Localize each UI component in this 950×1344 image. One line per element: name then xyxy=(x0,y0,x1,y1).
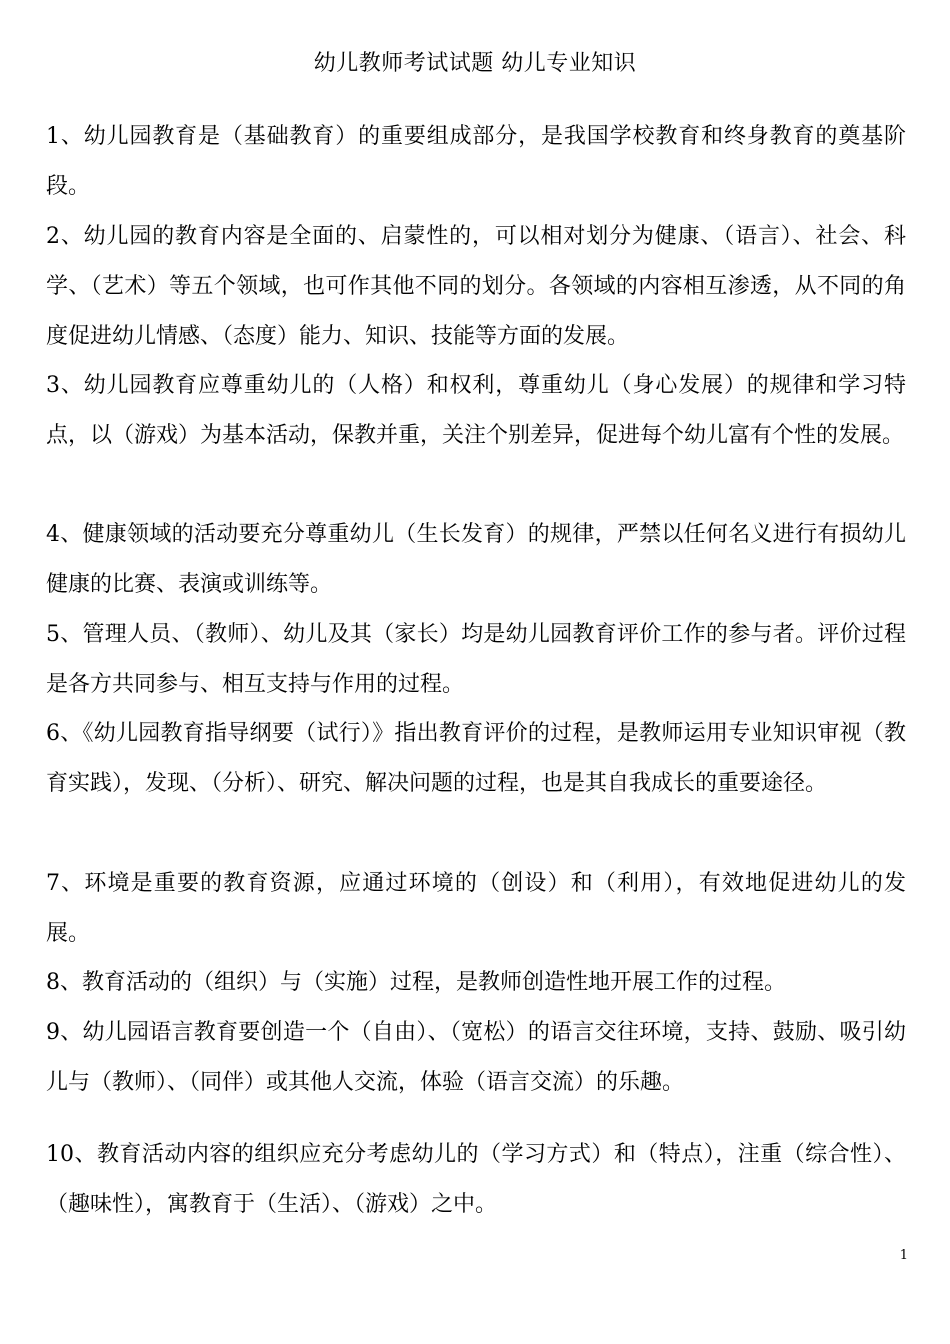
page-number: 1 xyxy=(899,1248,908,1263)
question-paragraph-2: 2、幼儿园的教育内容是全面的、启蒙性的，可以相对划分为健康、（语言）、社会、科学、（艺术）等五个领域，也可作其他不同的划分。各领域的内容相互渗透，从不同的角度促进幼儿情感、（态度）能力、知识、技能等方面的发展。 xyxy=(46,224,906,349)
question-paragraph-9: 9、幼儿园语言教育要创造一个（自由）、（宽松）的语言交往环境，支持、鼓励、吸引幼儿与（教师）、（同伴）或其他人交流，体验（语言交流）的乐趣。 xyxy=(46,1020,906,1095)
question-paragraph-3: 3、幼儿园教育应尊重幼儿的（人格）和权利，尊重幼儿（身心发展）的规律和学习特点，以（游戏）为基本活动，保教并重，关注个别差异，促进每个幼儿富有个性的发展。 xyxy=(46,373,906,448)
question-paragraph-8: 8、教育活动的（组织）与（实施）过程，是教师创造性地开展工作的过程。 xyxy=(46,970,786,995)
question-paragraph-5: 5、管理人员、（教师）、幼儿及其（家长）均是幼儿园教育评价工作的参与者。评价过程是各方共同参与、相互支持与作用的过程。 xyxy=(46,622,906,697)
question-paragraph-7: 7、环境是重要的教育资源，应通过环境的（创设）和（利用），有效地促进幼儿的发展。 xyxy=(46,871,906,946)
question-paragraph-1: 1、幼儿园教育是（基础教育）的重要组成部分，是我国学校教育和终身教育的奠基阶段。 xyxy=(46,124,906,199)
question-paragraph-6: 6、《幼儿园教育指导纲要（试行）》指出教育评价的过程，是教师运用专业知识审视（教育实践），发现、（分析）、研究、解决问题的过程，也是其自我成长的重要途径。 xyxy=(46,721,906,796)
question-paragraph-4: 4、健康领域的活动要充分尊重幼儿（生长发育）的规律，严禁以任何名义进行有损幼儿健康的比赛、表演或训练等。 xyxy=(46,522,906,597)
question-paragraph-10: 10、教育活动内容的组织应充分考虑幼儿的（学习方式）和（特点），注重（综合性）、（趣味性），寓教育于（生活）、（游戏）之中。 xyxy=(46,1142,906,1217)
document-title: 幼儿教师考试试题 幼儿专业知识 xyxy=(313,51,637,76)
